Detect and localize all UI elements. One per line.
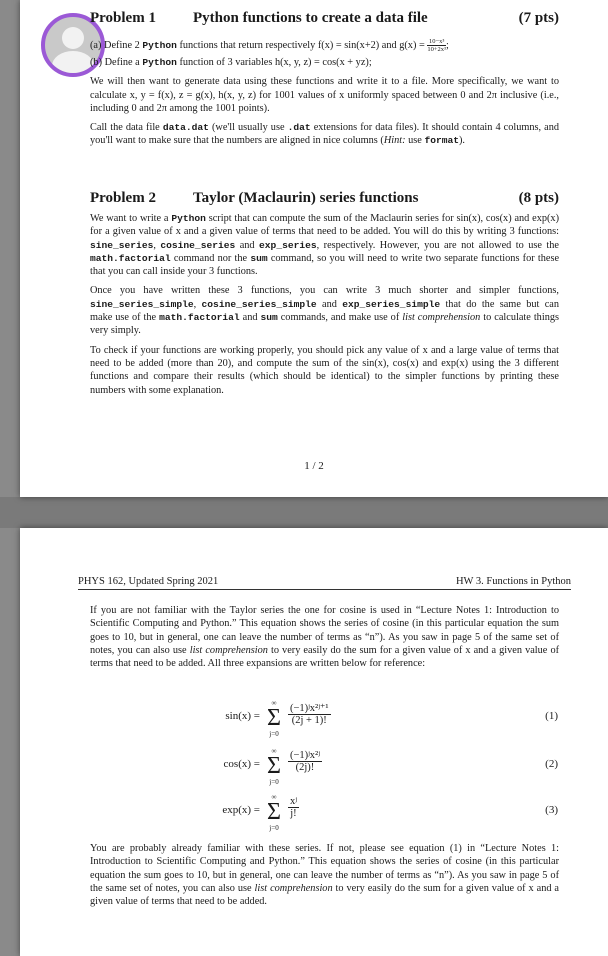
problem-number: Problem 2 — [90, 190, 156, 206]
problem-2-paragraph-3: To check if your functions are working properly, you should pick any value of x and a large value of terms that need to be added (more than 20), and compute the sum of the sin(x), cos(x) and exp(x) using the 3 different functions and compare their results (which should be identical) to the simpler functions by printing these numbers with some explanation. — [90, 344, 559, 396]
page-number: 1 / 2 — [304, 460, 324, 472]
part-a: (a) Define 2 Python functions that return respectively f(x) = sin(x+2) and g(x) = $\frac{\text{10−x³}}{\text{10+2x³}}$ ; — [90, 38, 449, 53]
equation-cos: cos(x) = ∞ Σ j=0 $\frac{\text{(−1)ʲx²ʲ}}{(2j)!}$ (2) — [223, 747, 558, 786]
problem-1-paragraph-1: We will then want to generate data using these functions and write it to a file. More specifically, we want to calculate x, y = f(x), z = g(x), h(x, y, z) for 1001 values of x uniformly spaced between 0 and 2π inclusive (i.e., including 0 and 2π among the 1001 points). — [90, 76, 559, 114]
problem-2-body — [90, 212, 559, 403]
problem-number: Problem 1 — [90, 10, 156, 26]
document-page-2 — [20, 528, 608, 956]
problem-2-heading — [90, 190, 559, 207]
equation-sin: sin(x) = ∞ Σ j=0 $\frac{\text{(−1)ʲx²ʲ⁺¹}}{(2j + 1)!}$ (1) — [225, 699, 558, 738]
problem-title: Python functions to create a data file — [193, 10, 428, 26]
problem-points: (8 pts) — [518, 190, 559, 206]
problem-points: (7 pts) — [518, 10, 559, 26]
problem-1-paragraph-2: Call the data file data.dat (we'll usually use .dat extensions for data files). It should contain 4 columns, and you'll want to make sure that the numbers are aligned in nice columns (Hint: use format). — [90, 122, 560, 147]
problem-2-paragraph-1: We want to write a Python script that can compute the sum of the Maclaurin series for sin(x), cos(x) and exp(x) for a given value of x and a given value of terms that need to be added. You will do this by writing 3 functions: sine_series, cosine_series and exp_series, respectively. However, you are not allowed to use the math.factorial command nor the sum command, so you will need to write two separate functions for these that you can call inside your 3 functions. — [90, 213, 560, 278]
part-b: (b) Define a Python function of 3 variables h(x, y, z) = cos(x + yz); — [90, 57, 372, 68]
intro-paragraph: If you are not familiar with the Taylor series the one for cosine is used in “Lecture Notes 1: Introduction to Scientific Computing and Python.” This equation shows the series of cosine (in this particular equation the sum goes to 10, but in general, one can leave the number of terms as “n”). As you saw in page 5 of the same set of notes, you can also use list comprehension to very easily do the sum for a given value of x and a given value of terms that need to be added. All three expansions are written below for reference: — [90, 605, 560, 670]
document-page-1 — [20, 0, 608, 497]
problem-1-body — [90, 38, 559, 154]
outro-paragraph: You are probably already familiar with these series. If not, please see equation (1) in “Lecture Notes 1: Introduction to Scientific Computing and Python.” This equation shows the series of cosine (in this particular equation the sum goes to 10, but in general, one can leave the number of terms as “n”). As you saw in page 5 of the same set of notes, you can also use list comprehension to very easily do the sum for a given value of x and a given value of terms that need to be added. — [90, 843, 559, 908]
problem-title: Taylor (Maclaurin) series functions — [193, 190, 419, 206]
problem-2-paragraph-2: Once you have written these 3 functions, you can write 3 much shorter and simpler functions, sine_series_simple, cosine_series_simple and exp_series_simple that do the same but can make use of the math.factorial and sum commands, and make use of list comprehension to calculate things very simply. — [90, 285, 559, 337]
page-gap — [0, 497, 608, 528]
equation-exp: exp(x) = ∞ Σ j=0 $\frac{\text{xʲ}}{j!}$ (3) — [222, 793, 558, 832]
header-left: PHYS 162, Updated Spring 2021 — [78, 576, 219, 587]
header-right: HW 3. Functions in Python — [455, 576, 571, 587]
running-header — [78, 576, 571, 590]
problem-1-heading — [90, 10, 559, 27]
